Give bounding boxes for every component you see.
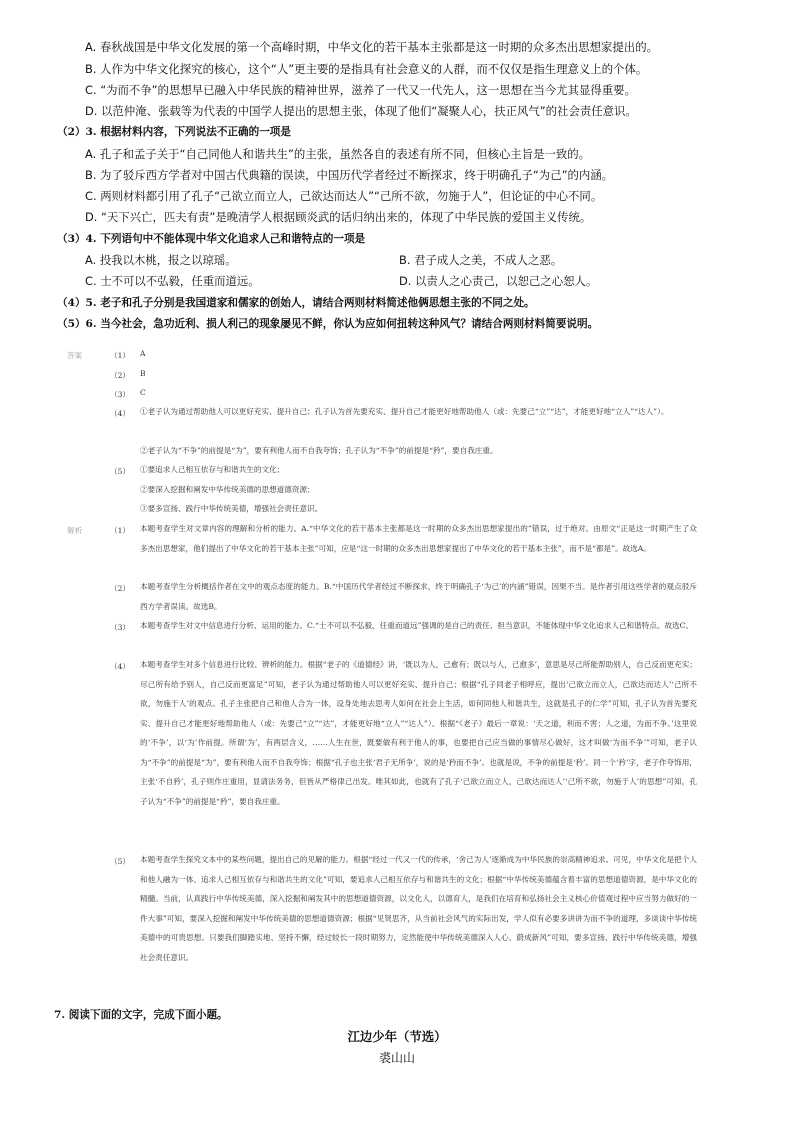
q4-option-c: C. 士不可以不弘毅，任重而道远。 xyxy=(85,274,260,288)
analysis-text: 本题考查学生探究文本中的某些问题，提出自己的见解的能力。根据“经过一代又一代的传承，‘舍己为人’逐渐成为中华民族的崇高精神追求。可见，中华文化是把个人和他人融为一体、追求人己相互依存与和谐共生的文化”可知，要追求人己相互依存与和谐共生的文化；根据“中华传统美德蕴含着丰富的思想道德资源，是中华文化的精髓。当前，认真践行中华传统美德，深入挖掘和阐发其中的思想道德资源，以文化人，以德育人，是我们在培育和弘扬社会主义核心价值观过程中应当努力做好的一件大事”可知，要深入挖掘和阐发中华传统美德的思想道德资源；根据“见贤思齐，从当前社会风气的实际出发，学人似有必要多讲讲为而不争的道理，多谈谈中华传统美德中的可贵思想。只要我们脚踏实地、坚持不懈，经过较长一段时期努力，定然能使中华传统美德深入人心、蔚成新风”可知，要多宣扬、践行中华传统美德，增强社会责任意识。 xyxy=(140,855,697,962)
analysis-tag: 解析 xyxy=(67,526,83,535)
q4-option-a: A. 投我以木桃，报之以琼瑶。 xyxy=(85,253,237,267)
question-7-stem: 7. 阅读下面的文字，完成下面小题。 xyxy=(54,1009,228,1021)
q4-option-b: B. 君子成人之美，不成人之恶。 xyxy=(399,253,563,267)
question-4-stem: （3）4. 下列语句中不能体现中华文化追求人己和谐特点的一项是 xyxy=(57,233,366,245)
q3-option-a: A. 孔子和孟子关于“自己同他人和谐共生”的主张，虽然各自的表述有所不同，但核心主旨是一致的。 xyxy=(85,147,591,161)
answer-num: （4） xyxy=(110,409,131,418)
answer-text: ②老子认为“不争”的前提是“为”，要有利他人而不自我夸饰；孔子认为“不争”的前提是“矜”，要自我庄重。 xyxy=(140,446,498,455)
q2-option-b: B. 人作为中华文化探究的核心，这个“人”更主要的是指具有社会意义的人群，而不仅仅是指生理意义上的个体。 xyxy=(85,62,648,76)
analysis-num: （3） xyxy=(110,623,131,632)
question-6-stem: （5）6. 当今社会，急功近利、损人利己的现象屡见不鲜，你认为应如何扭转这种风气？请结合两则材料简要说明。 xyxy=(57,318,599,330)
analysis-num: （5） xyxy=(110,857,131,866)
answer-tag: 答案 xyxy=(67,351,83,360)
answer-text: C xyxy=(140,388,146,397)
answer-text: ①老子认为通过帮助他人可以更好充实、提升自己；孔子认为首先要充实、提升自己才能更好地帮助他人（或：先要己“立”“达”，才能更好地“立人”“达人”）。 xyxy=(140,407,669,416)
answer-text: ①要追求人己相互依存与和谐共生的文化； xyxy=(140,465,285,474)
q2-option-d: D. 以范仲淹、张载等为代表的中国学人提出的思想主张，体现了他们“凝聚人心，扶正风气”的社会责任意识。 xyxy=(85,104,637,118)
q4-option-d: D. 以责人之心责己，以恕己之心恕人。 xyxy=(399,274,598,288)
answer-num: （1） xyxy=(110,351,131,360)
answer-text: B xyxy=(140,369,146,378)
answer-num: （5） xyxy=(110,467,131,476)
answer-text: ②要深入挖掘和阐发中华传统美德的思想道德资源； xyxy=(140,485,315,494)
answer-text: A xyxy=(140,349,146,358)
question-3-stem: （2）3. 根据材料内容，下列说法不正确的一项是 xyxy=(57,126,291,138)
q3-option-c: C. 两则材料都引用了孔子“己欲立而立人，己欲达而达人”“己所不欲，勿施于人”，但论证的中心不同。 xyxy=(85,189,603,203)
analysis-text: 本题考查学生对多个信息进行比较、辨析的能力。根据“老子的《道德经》讲，‘既以为人，己愈有；既以与人，己愈多’，意思是尽己所能帮助别人，自己反而更充实；尽己所有给予别人，自己反而更富足”可知，老子认为通过帮助他人可以更好充实、提升自己；根据“孔子同老子相呼应，提出‘己欲立而立人，己欲达而达人’‘己所不欲，勿施于人’的观点。孔子主张把自己和他人合为一体，设身处地去思考人如何在社会上生活，如何同他人和谐共生，这就是孔子的仁学”可知，孔子认为首先要充实、提升自己才能更好地帮助他人（或：先要己“立”“达”，才能更好地“立人”“达人”）。根据“《老子》最后一章说：‘天之道，利而不害；人之道，为而不争。’这里说的‘不争’，以‘为’作前提。所谓‘为’，有两层含义，……人生在世，既要做有利于他人的事，也要把自己应当做的事情尽心做好，这才叫做‘为而不争’”可知，老子认为“不争”的前提是“为”，要有利他人而不自我夸饰；根据“孔子也主张‘君子无所争’，说的是‘矜而不争’。也就是说，不争的前提是‘矜’。同一个‘矜’字，老子作夸饰用，主张‘不自矜’，孔子则作庄重用，显请法务务，但皆从严格律己出发。唯其如此，也就有了孔子‘己欲立而立人，己欲达而达人’‘己所不欲，勿施于人’的思想”可知，孔子认为“不争”的前提是“矜”，要自我庄重。 xyxy=(140,660,697,806)
analysis-num: （2） xyxy=(110,584,131,593)
q2-option-c: C. “为而不争”的思想早已融入中华民族的精神世界，滋养了一代又一代先人，这一思想在当今尤其显得重要。 xyxy=(85,83,636,97)
analysis-num: （1） xyxy=(110,526,131,535)
question-5-stem: （4）5. 老子和孔子分别是我国道家和儒家的创始人，请结合两则材料简述他俩思想主张的不同之处。 xyxy=(57,297,535,309)
analysis-text: 本题考查学生分析概括作者在文中的观点态度的能力。B.“中国历代学者经过不断探求，终于明确孔子‘为己’的内涵”错误，因果不当。是作者引用这些学者的观点驳斥西方学者误读。故选B。 xyxy=(140,582,697,611)
answer-num: （2） xyxy=(110,371,131,380)
analysis-text: 本题考查学生对文章内容的理解和分析的能力。A.“中华文化的若干基本主张都是这一时期的众多杰出思想家提出的”错误，过于绝对。由原文“正是这一时期产生了众多杰出思想家，他们提出了中华文化的若干基本主张”可知，应是“这一时期的众多杰出思想家提出了中华文化的若干基本主张”，而不是“都是”。故选A。 xyxy=(140,524,697,553)
passage-author: 裘山山 xyxy=(378,1051,415,1065)
analysis-text: 本题考查学生对文中信息进行分析、运用的能力。C.“士不可以不弘毅，任重而道远”强调的是自己的责任、担当意识，不能体现中华文化追求人己和谐特点。故选C。 xyxy=(140,621,694,630)
q3-option-b: B. 为了驳斥西方学者对中国古代典籍的误读，中国历代学者经过不断探求，终于明确孔子“为己”的内涵。 xyxy=(85,168,614,182)
q2-option-a: A. 春秋战国是中华文化发展的第一个高峰时期，中华文化的若干基本主张都是这一时期的众多杰出思想家提出的。 xyxy=(85,40,658,54)
answer-text: ③要多宣扬、践行中华传统美德，增强社会责任意识。 xyxy=(140,504,323,513)
analysis-num: （4） xyxy=(110,662,131,671)
q3-option-d: D. “天下兴亡，匹夫有责”是晚清学人根据顾炎武的话归纳出来的，体现了中华民族的爱国主义传统。 xyxy=(85,210,592,224)
answer-num: （3） xyxy=(110,390,131,399)
passage-title: 江边少年（节选） xyxy=(347,1029,447,1044)
